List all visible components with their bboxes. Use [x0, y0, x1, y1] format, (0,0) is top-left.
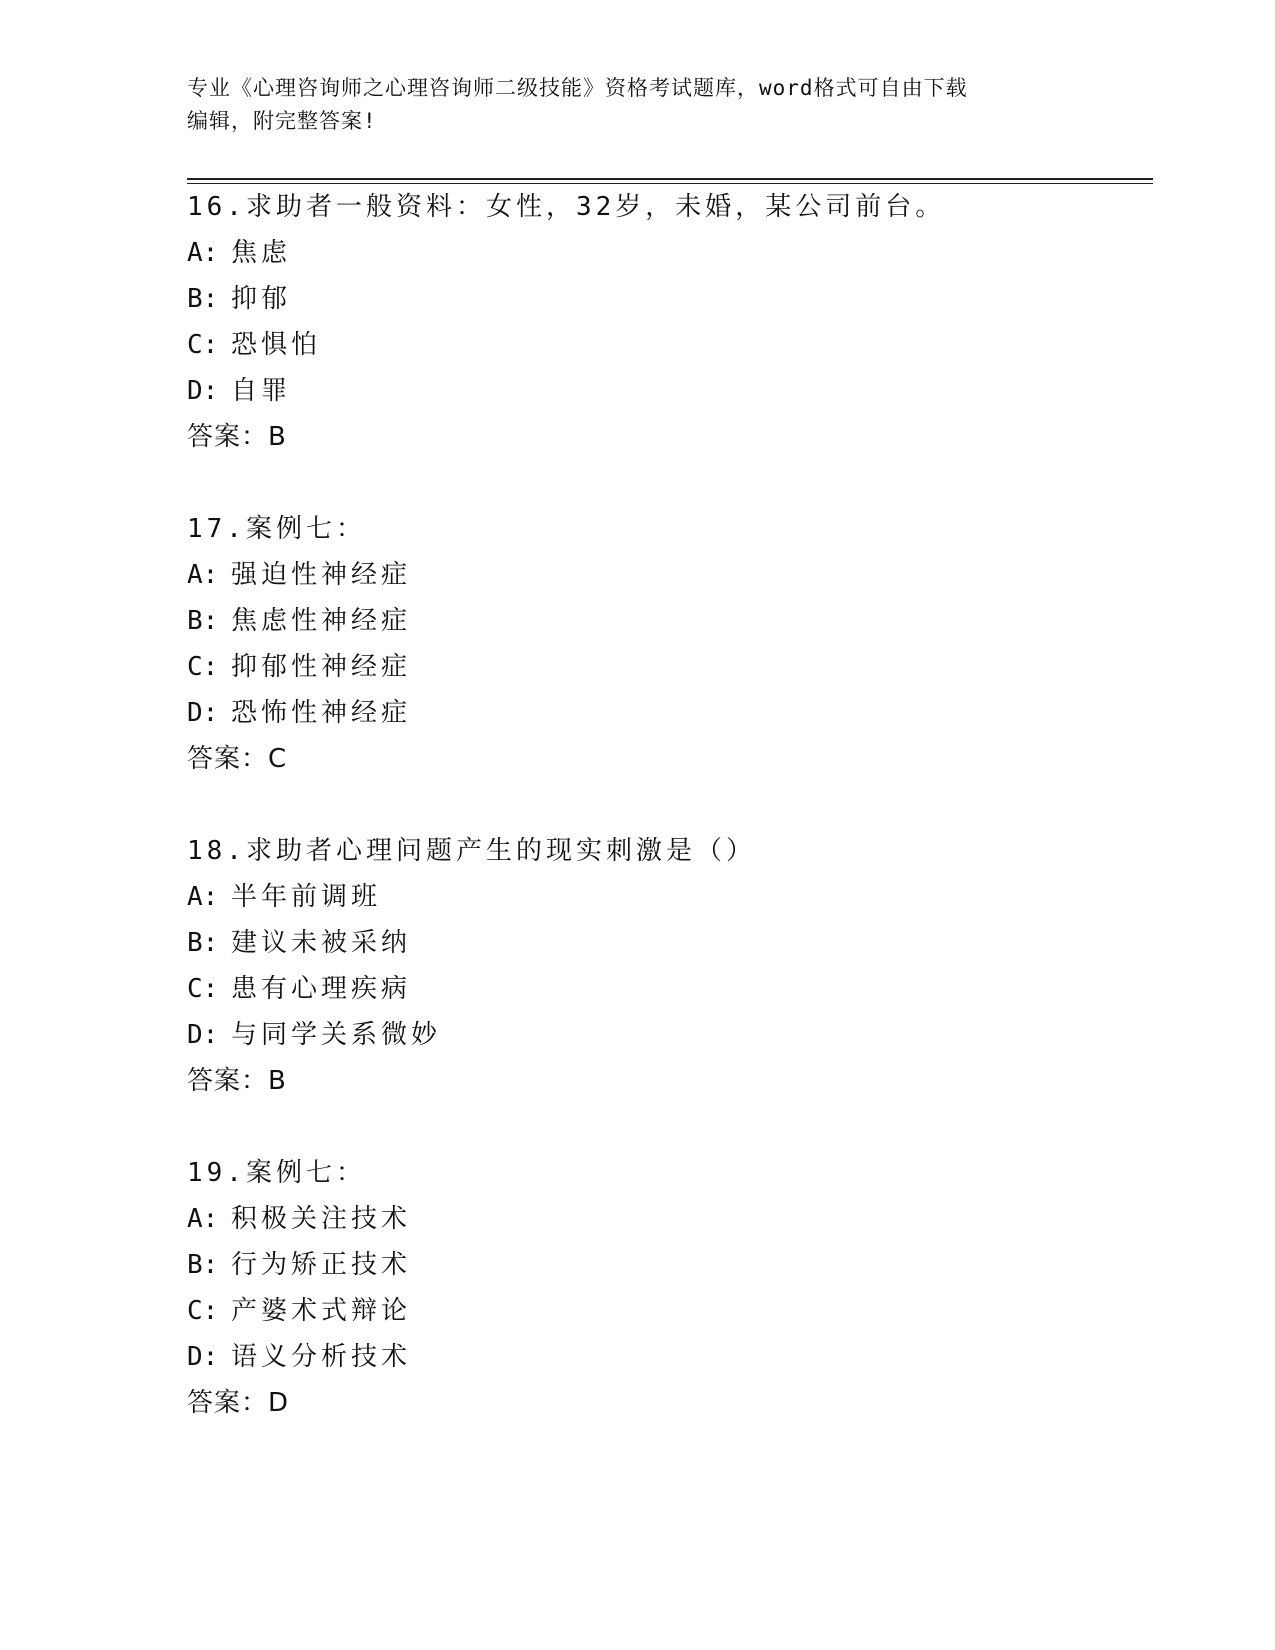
option-c [187, 1288, 1147, 1334]
option-text: 产婆术式辩论 [231, 1296, 412, 1326]
option-text: 语义分析技术 [231, 1342, 412, 1372]
option-a [187, 874, 1147, 920]
document-header [187, 72, 1067, 138]
option-letter: B: [187, 928, 219, 958]
option-text: 抑郁性神经症 [231, 652, 412, 682]
option-text: 自罪 [231, 376, 292, 406]
option-letter: A: [187, 238, 219, 268]
option-letter: C: [187, 652, 219, 682]
question-16 [187, 184, 1147, 460]
option-text: 强迫性神经症 [231, 560, 412, 590]
option-text: 恐惧怕 [231, 330, 322, 360]
option-d [187, 690, 1147, 736]
option-text: 半年前调班 [231, 882, 382, 912]
option-a [187, 230, 1147, 276]
question-stem: 17.案例七： [187, 514, 366, 544]
question-19 [187, 1150, 1147, 1426]
option-a [187, 1196, 1147, 1242]
option-letter: C: [187, 1296, 219, 1326]
answer: 答案：D [187, 1388, 290, 1418]
question-stem: 19.案例七： [187, 1158, 366, 1188]
option-c [187, 322, 1147, 368]
answer: 答案：C [187, 744, 288, 774]
option-text: 患有心理疾病 [231, 974, 412, 1004]
question-18 [187, 828, 1147, 1104]
option-letter: B: [187, 606, 219, 636]
option-c [187, 966, 1147, 1012]
option-c [187, 644, 1147, 690]
option-b [187, 276, 1147, 322]
option-letter: B: [187, 1250, 219, 1280]
answer: 答案：B [187, 1066, 287, 1096]
option-letter: A: [187, 882, 219, 912]
option-letter: D: [187, 1020, 219, 1050]
option-letter: C: [187, 974, 219, 1004]
option-text: 焦虑 [231, 238, 292, 268]
option-text: 积极关注技术 [231, 1204, 412, 1234]
option-d [187, 1012, 1147, 1058]
option-d [187, 368, 1147, 414]
question-stem: 16.求助者一般资料：女性，32岁，未婚，某公司前台。 [187, 192, 946, 222]
option-letter: A: [187, 560, 219, 590]
header-line-2: 编辑，附完整答案! [187, 109, 377, 133]
answer: 答案：B [187, 422, 287, 452]
question-stem: 18.求助者心理问题产生的现实刺激是（） [187, 836, 756, 866]
option-d [187, 1334, 1147, 1380]
option-letter: D: [187, 698, 219, 728]
option-text: 恐怖性神经症 [231, 698, 412, 728]
option-letter: B: [187, 284, 219, 314]
option-text: 建议未被采纳 [231, 928, 412, 958]
option-b [187, 1242, 1147, 1288]
option-letter: C: [187, 330, 219, 360]
option-text: 抑郁 [231, 284, 292, 314]
option-text: 行为矫正技术 [231, 1250, 412, 1280]
option-a [187, 552, 1147, 598]
option-letter: A: [187, 1204, 219, 1234]
option-letter: D: [187, 376, 219, 406]
header-divider [187, 178, 1153, 180]
option-b [187, 598, 1147, 644]
option-b [187, 920, 1147, 966]
option-letter: D: [187, 1342, 219, 1372]
option-text: 焦虑性神经症 [231, 606, 412, 636]
header-line-1: 专业《心理咨询师之心理咨询师二级技能》资格考试题库，word格式可自由下载 [187, 76, 968, 100]
option-text: 与同学关系微妙 [231, 1020, 442, 1050]
question-17 [187, 506, 1147, 782]
